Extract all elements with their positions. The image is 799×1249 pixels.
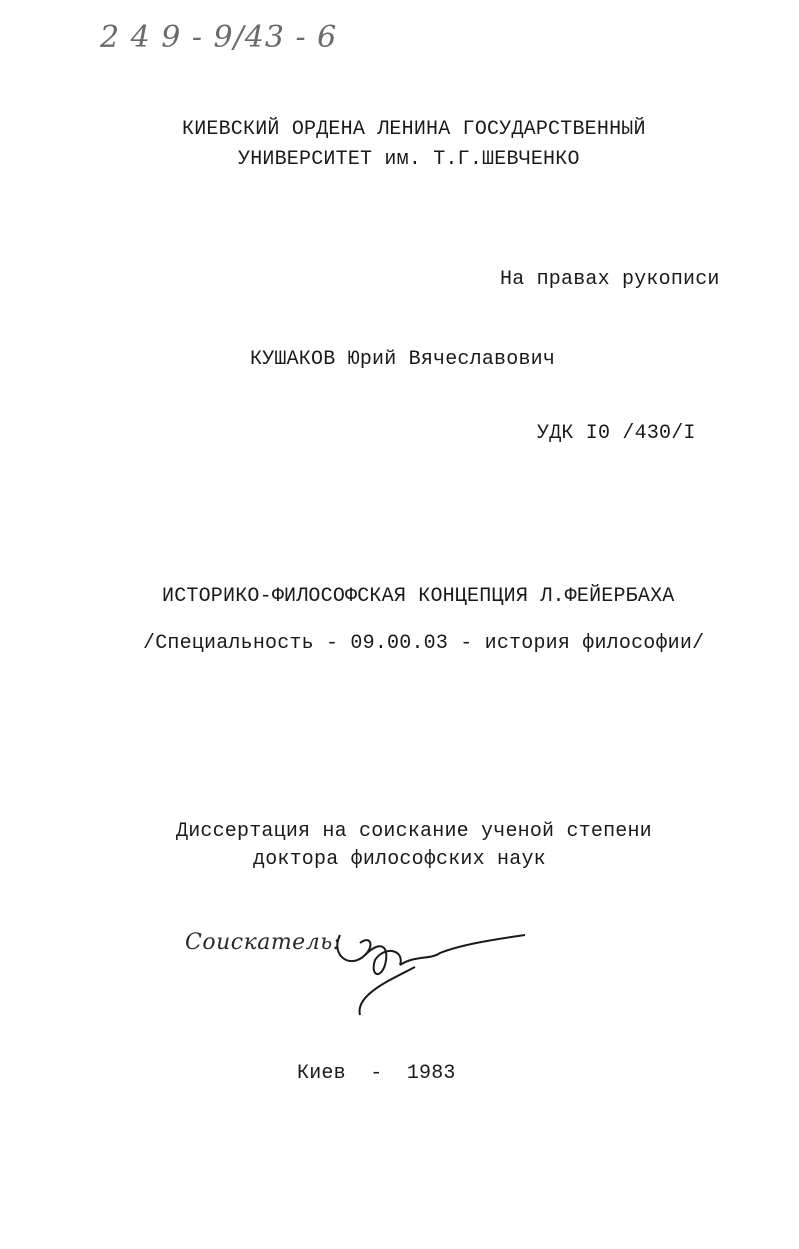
author-name: КУШАКОВ Юрий Вячеславович bbox=[250, 348, 556, 371]
handwritten-signature bbox=[330, 925, 540, 1025]
city-year: Киев - 1983 bbox=[297, 1062, 456, 1085]
degree-line-2: доктора философских наук bbox=[253, 848, 546, 871]
university-line-2: УНИВЕРСИТЕТ им. Т.Г.ШЕВЧЕНКО bbox=[238, 148, 580, 171]
archive-number: 2 4 9 - 9/43 - 6 bbox=[100, 20, 338, 55]
dissertation-title: ИСТОРИКО-ФИЛОСОФСКАЯ КОНЦЕПЦИЯ Л.ФЕЙЕРБАХА bbox=[162, 585, 675, 608]
university-line-1: КИЕВСКИЙ ОРДЕНА ЛЕНИНА ГОСУДАРСТВЕННЫЙ bbox=[182, 118, 646, 141]
signature-label: Соискатель: bbox=[185, 930, 341, 955]
udc-code: УДК I0 /430/I bbox=[537, 422, 696, 445]
manuscript-rights: На правах рукописи bbox=[500, 268, 720, 291]
specialty: /Специальность - 09.00.03 - история философии/ bbox=[143, 632, 705, 655]
degree-line-1: Диссертация на соискание ученой степени bbox=[176, 820, 652, 843]
